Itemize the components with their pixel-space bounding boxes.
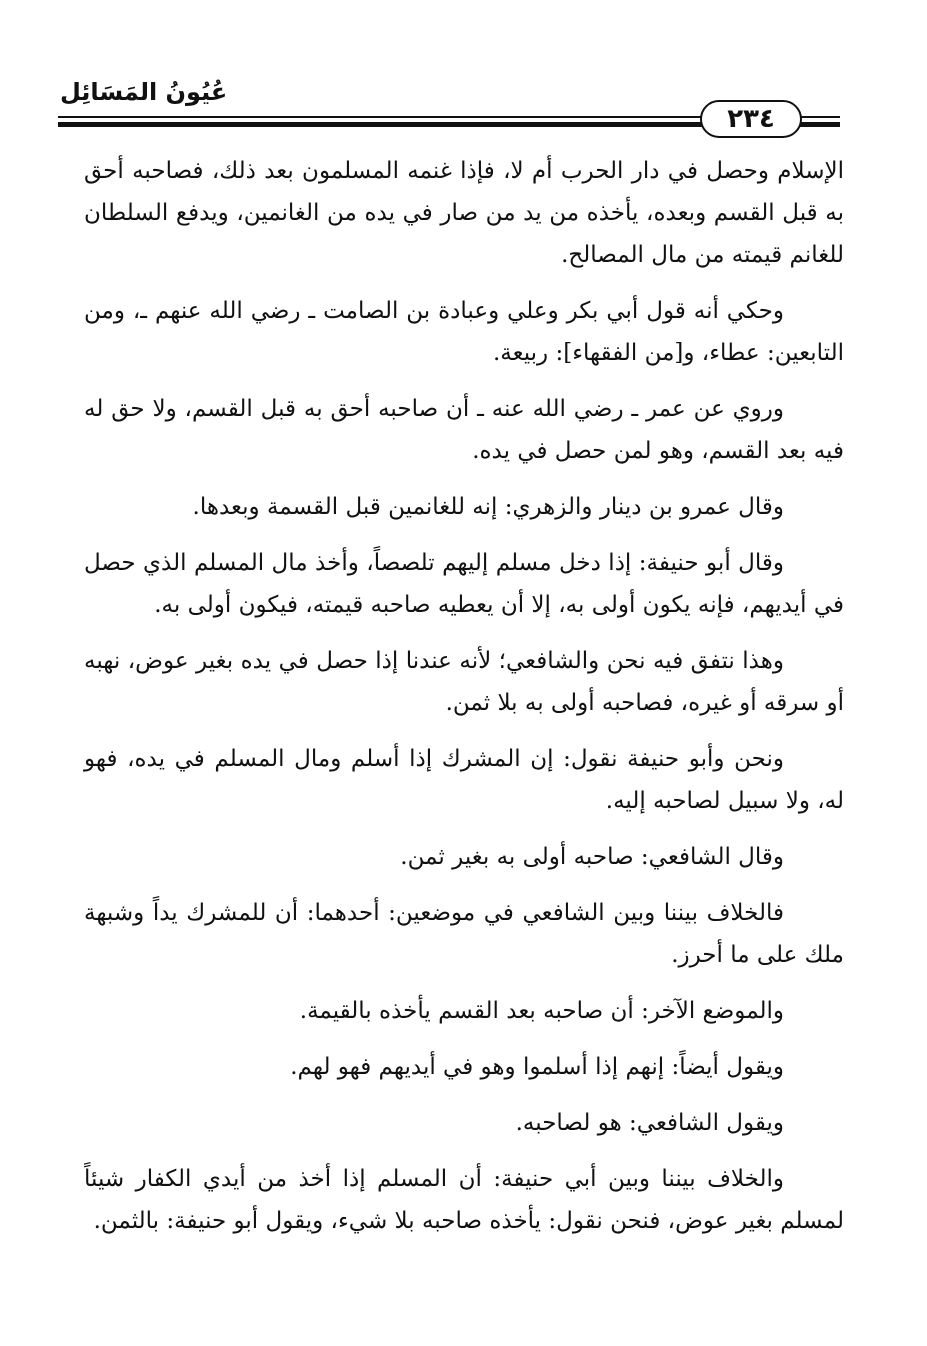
paragraph: وهذا نتفق فيه نحن والشافعي؛ لأنه عندنا إذا حصل في يده بغير عوض، نهبه أو سرقه أو غيره، فصاحبه أولى به بلا ثمن. (84, 648, 844, 716)
paragraph: وقال أبو حنيفة: إذا دخل مسلم إليهم تلصصاً، وأخذ مال المسلم الذي حصل في أيديهم، فإنه يكون أولى به، إلا أن يعطيه صاحبه قيمته، فيكون أولى به. (84, 550, 844, 618)
paragraph: الإسلام وحصل في دار الحرب أم لا، فإذا غنمه المسلمون بعد ذلك، فصاحبه أحق به قبل القسم وبعده، يأخذه من يد من صار في يده من الغانمين، ويدفع السلطان للغانم قيمته من مال المصالح. (84, 158, 844, 268)
paragraph: ونحن وأبو حنيفة نقول: إن المشرك إذا أسلم ومال المسلم في يده، فهو له، ولا سبيل لصاحبه إليه. (84, 746, 844, 814)
paragraph: ويقول الشافعي: هو لصاحبه. (515, 1110, 784, 1136)
paragraph: وقال عمرو بن دينار والزهري: إنه للغانمين قبل القسمة وبعدها. (192, 494, 784, 520)
paragraph: ويقول أيضاً: إنهم إذا أسلموا وهو في أيديهم فهو لهم. (290, 1054, 784, 1080)
paragraph: فالخلاف بيننا وبين الشافعي في موضعين: أحدهما: أن للمشرك يداً وشبهة ملك على ما أحرز. (84, 900, 844, 968)
page-number-badge: ٢٣٤ (700, 100, 802, 138)
paragraph: والموضع الآخر: أن صاحبه بعد القسم يأخذه بالقيمة. (299, 998, 784, 1024)
paragraph: وقال الشافعي: صاحبه أولى به بغير ثمن. (400, 844, 784, 870)
paragraph: وحكي أنه قول أبي بكر وعلي وعبادة بن الصامت ـ رضي الله عنهم ـ، ومن التابعين: عطاء، و[من الفقهاء]: ربيعة. (84, 298, 844, 366)
body-text (84, 150, 844, 1256)
paragraph: والخلاف بيننا وبين أبي حنيفة: أن المسلم إذا أخذ من أيدي الكفار شيئاً لمسلم بغير عوض، فنحن نقول: يأخذه صاحبه بلا شيء، ويقول أبو حنيفة: بالثمن. (84, 1166, 844, 1234)
running-title: عُيُونُ المَسَائِل (60, 78, 228, 106)
paragraph: وروي عن عمر ـ رضي الله عنه ـ أن صاحبه أحق به قبل القسم، ولا حق له فيه بعد القسم، وهو لمن حصل في يده. (84, 396, 844, 464)
